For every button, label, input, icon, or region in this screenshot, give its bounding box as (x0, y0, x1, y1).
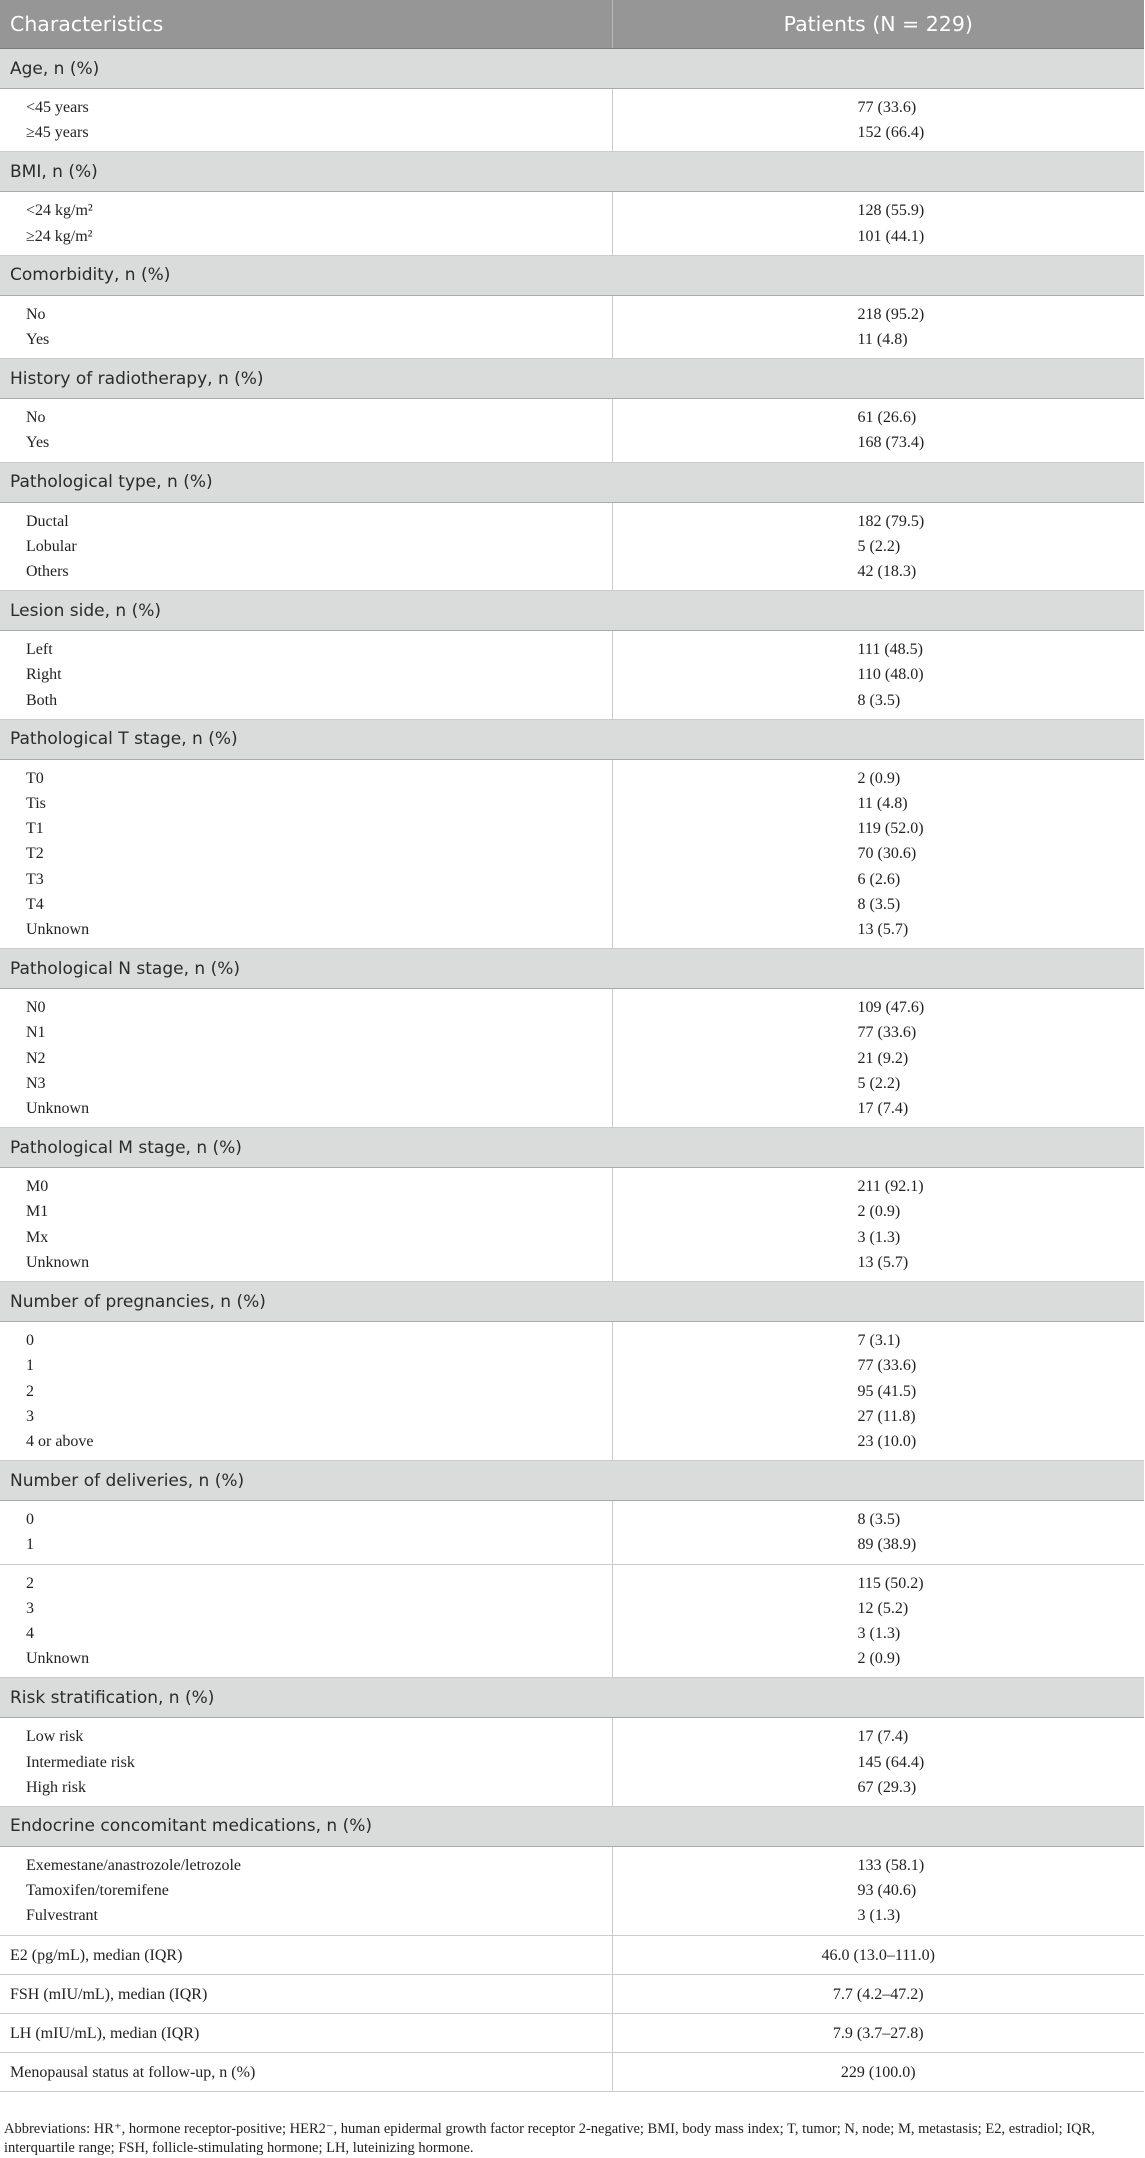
row-label: Low risk (26, 1728, 84, 1746)
row-values (612, 295, 1144, 358)
section-header-row (0, 1461, 1144, 1501)
row-labels (0, 631, 612, 720)
table-row (0, 192, 1144, 255)
row-labels (0, 89, 612, 152)
header-row (0, 0, 1144, 49)
row-label: 2 (26, 1574, 34, 1592)
row-value: 2 (0.9) (857, 1203, 901, 1221)
section-header-row (0, 1678, 1144, 1718)
row-label: 0 (26, 1511, 34, 1529)
section-header-row (0, 591, 1144, 631)
row-label: High risk (26, 1778, 86, 1796)
row-value: 3 (1.3) (857, 1624, 901, 1642)
row-label: Ductal (26, 512, 69, 530)
row-label: N3 (26, 1074, 46, 1092)
row-values (612, 989, 1144, 1128)
section-header-row (0, 462, 1144, 502)
row-label: N2 (26, 1049, 46, 1067)
table-footnote: Abbreviations: HR⁺, hormone receptor-positive; HER2⁻, human epidermal growth factor receptor 2-negative; BMI, body mass index; T, tumor; N, node; M, metastasis; E2, estradiol; IQR, interquartile range; FSH, follicle-stimulating hormone; LH, luteinizing hormone. (4, 2121, 1095, 2156)
column-header-characteristics: Characteristics (0, 0, 612, 49)
row-label: T3 (26, 870, 44, 888)
row-label: No (26, 305, 46, 323)
row-label: Unknown (26, 921, 90, 939)
summary-value: 229 (100.0) (612, 2052, 1144, 2091)
summary-row (0, 2013, 1144, 2052)
row-label: Yes (26, 331, 50, 349)
section-title: Pathological M stage, n (%) (0, 1128, 1144, 1168)
row-value: 109 (47.6) (857, 999, 925, 1017)
row-values (612, 1322, 1144, 1461)
row-value: 17 (7.4) (857, 1100, 909, 1118)
row-label: Both (26, 691, 58, 709)
row-labels (0, 1322, 612, 1461)
column-header-patients: Patients (N = 229) (612, 0, 1144, 49)
row-value: 77 (33.6) (857, 99, 917, 116)
row-labels (0, 192, 612, 255)
row-value: 89 (38.9) (857, 1536, 917, 1554)
table-row (0, 295, 1144, 358)
row-value: 5 (2.2) (857, 1074, 901, 1092)
section-header-row (0, 255, 1144, 295)
row-label: N1 (26, 1024, 46, 1042)
row-label: T2 (26, 845, 44, 863)
row-value: 145 (64.4) (857, 1753, 925, 1771)
row-value: 8 (3.5) (857, 691, 901, 709)
section-title: Pathological T stage, n (%) (0, 719, 1144, 759)
section-title: Comorbidity, n (%) (0, 255, 1144, 295)
section-title: Endocrine concomitant medications, n (%) (0, 1806, 1144, 1846)
section-title: Number of deliveries, n (%) (0, 1461, 1144, 1501)
row-label: Lobular (26, 537, 77, 555)
table-row (0, 1322, 1144, 1461)
section-header-row (0, 359, 1144, 399)
row-values (612, 759, 1144, 948)
row-value: 101 (44.1) (857, 227, 925, 245)
row-value: 3 (1.3) (857, 1907, 901, 1925)
section-title: Risk stratification, n (%) (0, 1678, 1144, 1718)
section-header-row (0, 1806, 1144, 1846)
section-header-row (0, 949, 1144, 989)
table-row (0, 1718, 1144, 1807)
row-labels (0, 399, 612, 462)
section-title: Age, n (%) (0, 49, 1144, 89)
row-label: 4 (26, 1624, 34, 1642)
row-label: M0 (26, 1178, 49, 1196)
section-header-row (0, 49, 1144, 89)
row-value: 13 (5.7) (857, 921, 909, 939)
row-label: <24 kg/m² (26, 202, 93, 220)
row-value: 115 (50.2) (857, 1574, 924, 1592)
row-label: 1 (26, 1536, 34, 1554)
row-labels (0, 1564, 612, 1678)
table-row (0, 631, 1144, 720)
row-value: 2 (0.9) (857, 1650, 901, 1668)
section-header-row (0, 719, 1144, 759)
row-label: Mx (26, 1228, 49, 1246)
row-values (612, 1846, 1144, 1935)
row-value: 110 (48.0) (857, 666, 924, 684)
table-row (0, 759, 1144, 948)
row-value: 42 (18.3) (857, 563, 917, 581)
row-value: 218 (95.2) (857, 305, 925, 323)
row-value: 133 (58.1) (857, 1856, 925, 1874)
row-label: Intermediate risk (26, 1753, 135, 1771)
row-value: 61 (26.6) (857, 409, 917, 427)
row-value: 67 (29.3) (857, 1778, 917, 1796)
table-row (0, 399, 1144, 462)
row-values (612, 1564, 1144, 1678)
row-value: 27 (11.8) (857, 1407, 916, 1425)
row-value: 95 (41.5) (857, 1382, 917, 1400)
row-value: 21 (9.2) (857, 1049, 909, 1067)
row-label: N0 (26, 999, 46, 1017)
row-value: 70 (30.6) (857, 845, 917, 863)
row-value: 6 (2.6) (857, 870, 901, 888)
row-value: 2 (0.9) (857, 769, 901, 787)
summary-row (0, 1974, 1144, 2013)
row-values (612, 89, 1144, 152)
summary-value: 46.0 (13.0–111.0) (612, 1935, 1144, 1974)
section-title: Lesion side, n (%) (0, 591, 1144, 631)
row-value: 77 (33.6) (857, 1024, 917, 1042)
row-label: 1 (26, 1357, 34, 1375)
row-value: 8 (3.5) (857, 1511, 901, 1529)
row-labels (0, 1168, 612, 1282)
row-label: Tis (26, 795, 46, 813)
summary-label: LH (mIU/mL), median (IQR) (0, 2013, 612, 2052)
table-body (0, 49, 1144, 2092)
row-value: 128 (55.9) (857, 202, 925, 220)
row-labels (0, 759, 612, 948)
row-values (612, 1718, 1144, 1807)
row-label: M1 (26, 1203, 49, 1221)
row-label: <45 years (26, 99, 89, 116)
table-row (0, 1501, 1144, 1564)
table-row (0, 502, 1144, 591)
row-label: T0 (26, 769, 44, 787)
summary-row (0, 1935, 1144, 1974)
row-label: ≥24 kg/m² (26, 227, 93, 245)
row-value: 11 (4.8) (857, 795, 908, 813)
row-labels (0, 1718, 612, 1807)
row-value: 3 (1.3) (857, 1228, 901, 1246)
row-label: Yes (26, 434, 50, 452)
row-label: 4 or above (26, 1432, 94, 1450)
row-label: T1 (26, 820, 44, 838)
row-label: 2 (26, 1382, 34, 1400)
summary-value: 7.9 (3.7–27.8) (612, 2013, 1144, 2052)
row-label: 0 (26, 1332, 34, 1350)
row-label: 3 (26, 1407, 34, 1425)
row-labels (0, 295, 612, 358)
table-row (0, 989, 1144, 1128)
row-labels (0, 989, 612, 1128)
row-label: Tamoxifen/toremifene (26, 1882, 169, 1900)
row-labels (0, 502, 612, 591)
row-label: Exemestane/anastrozole/letrozole (26, 1856, 242, 1874)
table-row (0, 1564, 1144, 1678)
table-row (0, 89, 1144, 152)
row-label: Fulvestrant (26, 1907, 98, 1925)
row-values (612, 1501, 1144, 1564)
row-value: 23 (10.0) (857, 1432, 917, 1450)
row-value: 182 (79.5) (857, 512, 925, 530)
section-header-row (0, 1282, 1144, 1322)
row-value: 77 (33.6) (857, 1357, 917, 1375)
row-values (612, 1168, 1144, 1282)
row-value: 13 (5.7) (857, 1253, 909, 1271)
row-values (612, 192, 1144, 255)
section-header-row (0, 152, 1144, 192)
row-value: 8 (3.5) (857, 895, 901, 913)
row-value: 7 (3.1) (857, 1332, 901, 1350)
summary-value: 7.7 (4.2–47.2) (612, 1974, 1144, 2013)
section-header-row (0, 1128, 1144, 1168)
row-value: 152 (66.4) (857, 124, 925, 142)
row-value: 17 (7.4) (857, 1728, 909, 1746)
row-label: Right (26, 666, 62, 684)
table-row (0, 1846, 1144, 1935)
row-value: 111 (48.5) (857, 641, 923, 659)
row-label: Others (26, 563, 69, 581)
row-label: Unknown (26, 1253, 90, 1271)
row-label: 3 (26, 1599, 34, 1617)
section-title: History of radiotherapy, n (%) (0, 359, 1144, 399)
section-title: Number of pregnancies, n (%) (0, 1282, 1144, 1322)
row-label: ≥45 years (26, 124, 89, 142)
row-values (612, 631, 1144, 720)
row-label: Left (26, 641, 53, 659)
section-title: Pathological N stage, n (%) (0, 949, 1144, 989)
row-value: 5 (2.2) (857, 537, 901, 555)
summary-label: FSH (mIU/mL), median (IQR) (0, 1974, 612, 2013)
row-values (612, 399, 1144, 462)
row-label: T4 (26, 895, 44, 913)
row-value: 93 (40.6) (857, 1882, 917, 1900)
row-label: Unknown (26, 1100, 90, 1118)
row-value: 211 (92.1) (857, 1178, 924, 1196)
summary-label: E2 (pg/mL), median (IQR) (0, 1935, 612, 1974)
row-value: 12 (5.2) (857, 1599, 909, 1617)
row-labels (0, 1846, 612, 1935)
row-label: No (26, 409, 46, 427)
row-labels (0, 1501, 612, 1564)
summary-label: Menopausal status at follow-up, n (%) (0, 2052, 612, 2091)
row-value: 11 (4.8) (857, 331, 908, 349)
row-value: 168 (73.4) (857, 434, 925, 452)
section-title: BMI, n (%) (0, 152, 1144, 192)
row-label: Unknown (26, 1650, 90, 1668)
section-title: Pathological type, n (%) (0, 462, 1144, 502)
row-values (612, 502, 1144, 591)
summary-row (0, 2052, 1144, 2091)
table-row (0, 1168, 1144, 1282)
row-value: 119 (52.0) (857, 820, 924, 838)
